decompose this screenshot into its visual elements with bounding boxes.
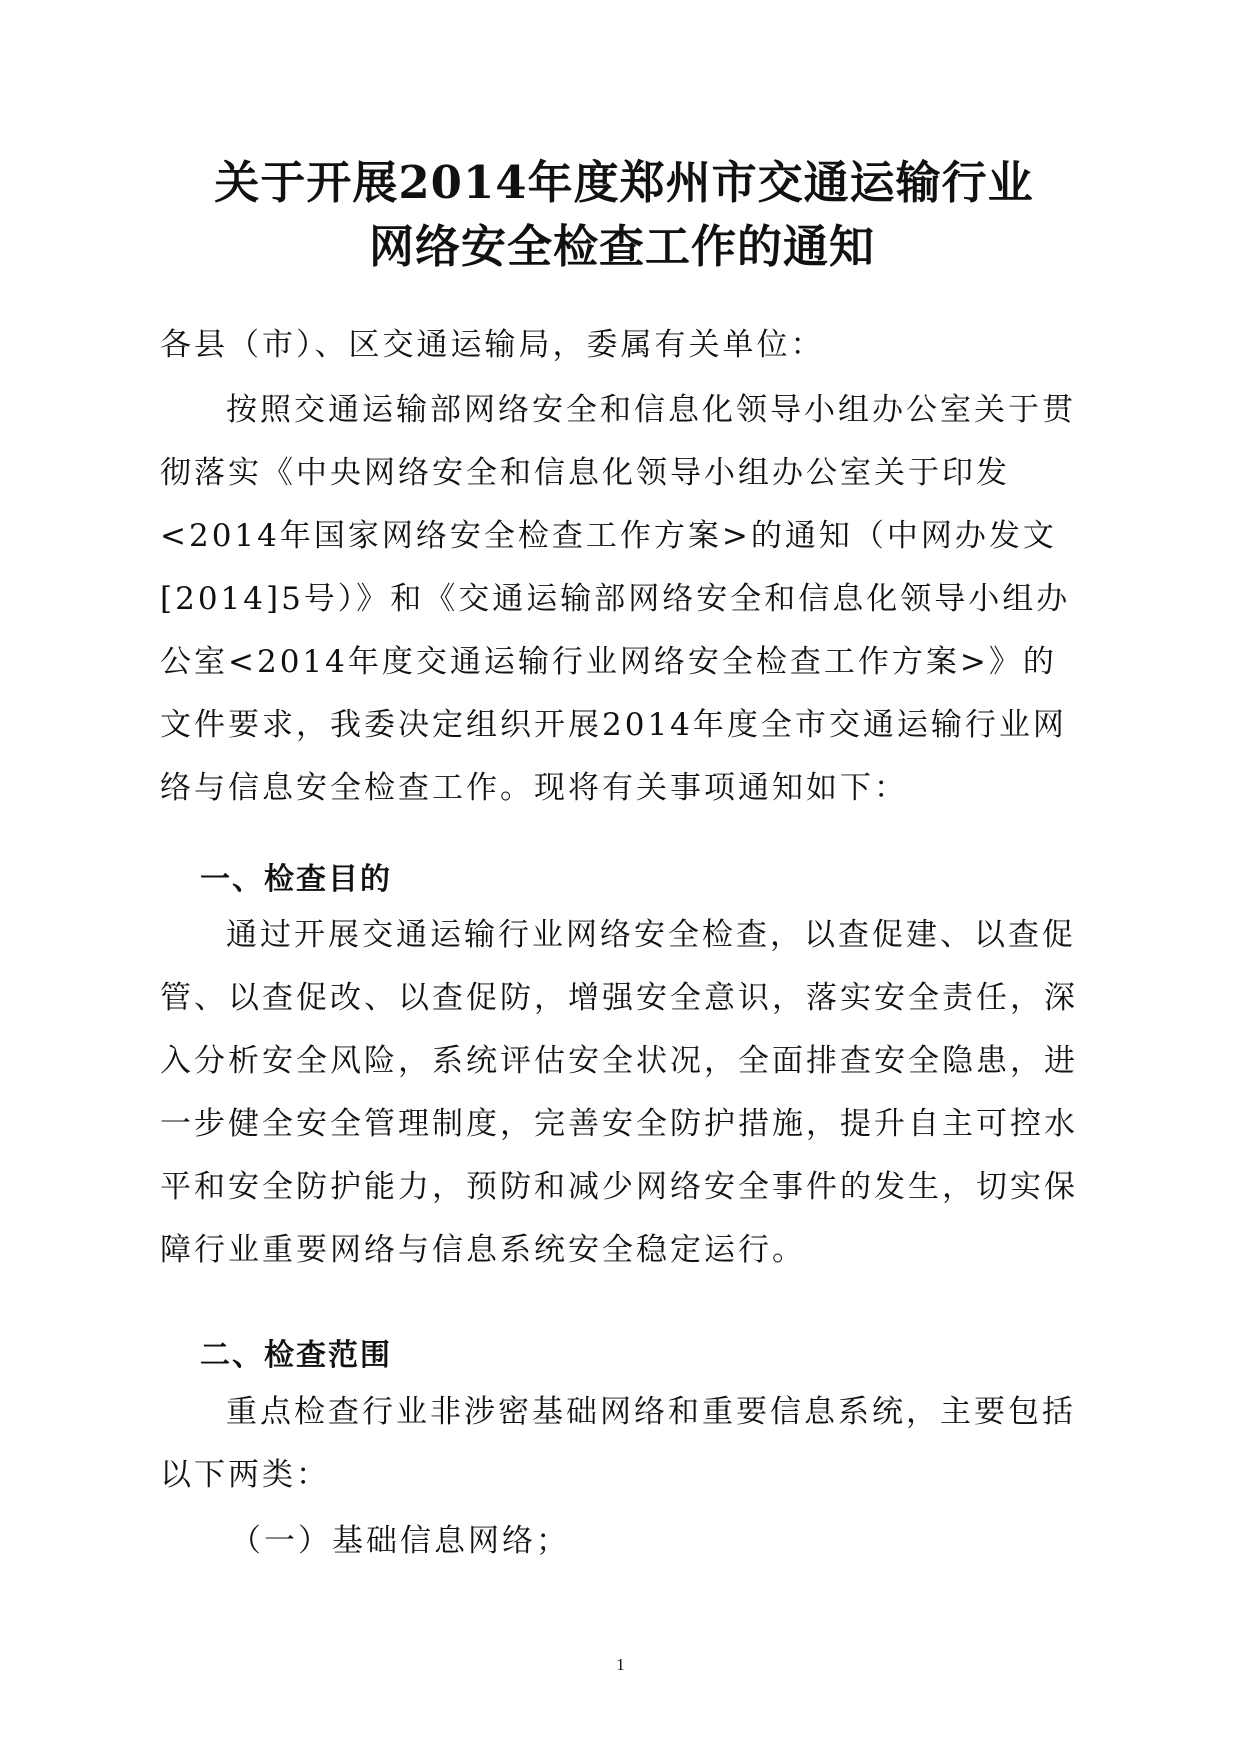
list-item-basic-network: （一）基础信息网络； xyxy=(230,1523,570,1559)
document-title-line-2: 网络安全检查工作的通知 xyxy=(368,220,875,273)
section-heading-purpose: 一、检查目的 xyxy=(200,862,392,897)
page-number: 1 xyxy=(616,1655,625,1674)
paragraph-scope: 重点检查行业非涉密基础网络和重要信息系统，主要包括以下两类： xyxy=(160,1394,1076,1493)
paragraph-intro: 按照交通运输部网络安全和信息化领导小组办公室关于贯彻落实《中央网络安全和信息化领导小组办公室关于印发<2014年国家网络安全检查工作方案>的通知（中网办发文[2014]5号）》和《交通运输部网络安全和信息化领导小组办公室<2014年度交通运输行业网络安全检查工作方案>》的文件要求，我委决定组织开展2014年度全市交通运输行业网络与信息安全检查工作。现将有关事项通知如下： xyxy=(160,392,1076,806)
salutation: 各县（市）、区交通运输局，委属有关单位： xyxy=(160,327,825,363)
paragraph-purpose: 通过开展交通运输行业网络安全检查，以查促建、以查促管、以查促改、以查促防，增强安全意识，落实安全责任，深入分析安全风险，系统评估安全状况，全面排查安全隐患，进一步健全安全管理制度，完善安全防护措施，提升自主可控水平和安全防护能力，预防和减少网络安全事件的发生，切实保障行业重要网络与信息系统安全稳定运行。 xyxy=(160,917,1078,1268)
document-title-line-1: 关于开展2014年度郑州市交通运输行业 xyxy=(214,156,1034,209)
section-heading-scope: 二、检查范围 xyxy=(200,1338,392,1373)
